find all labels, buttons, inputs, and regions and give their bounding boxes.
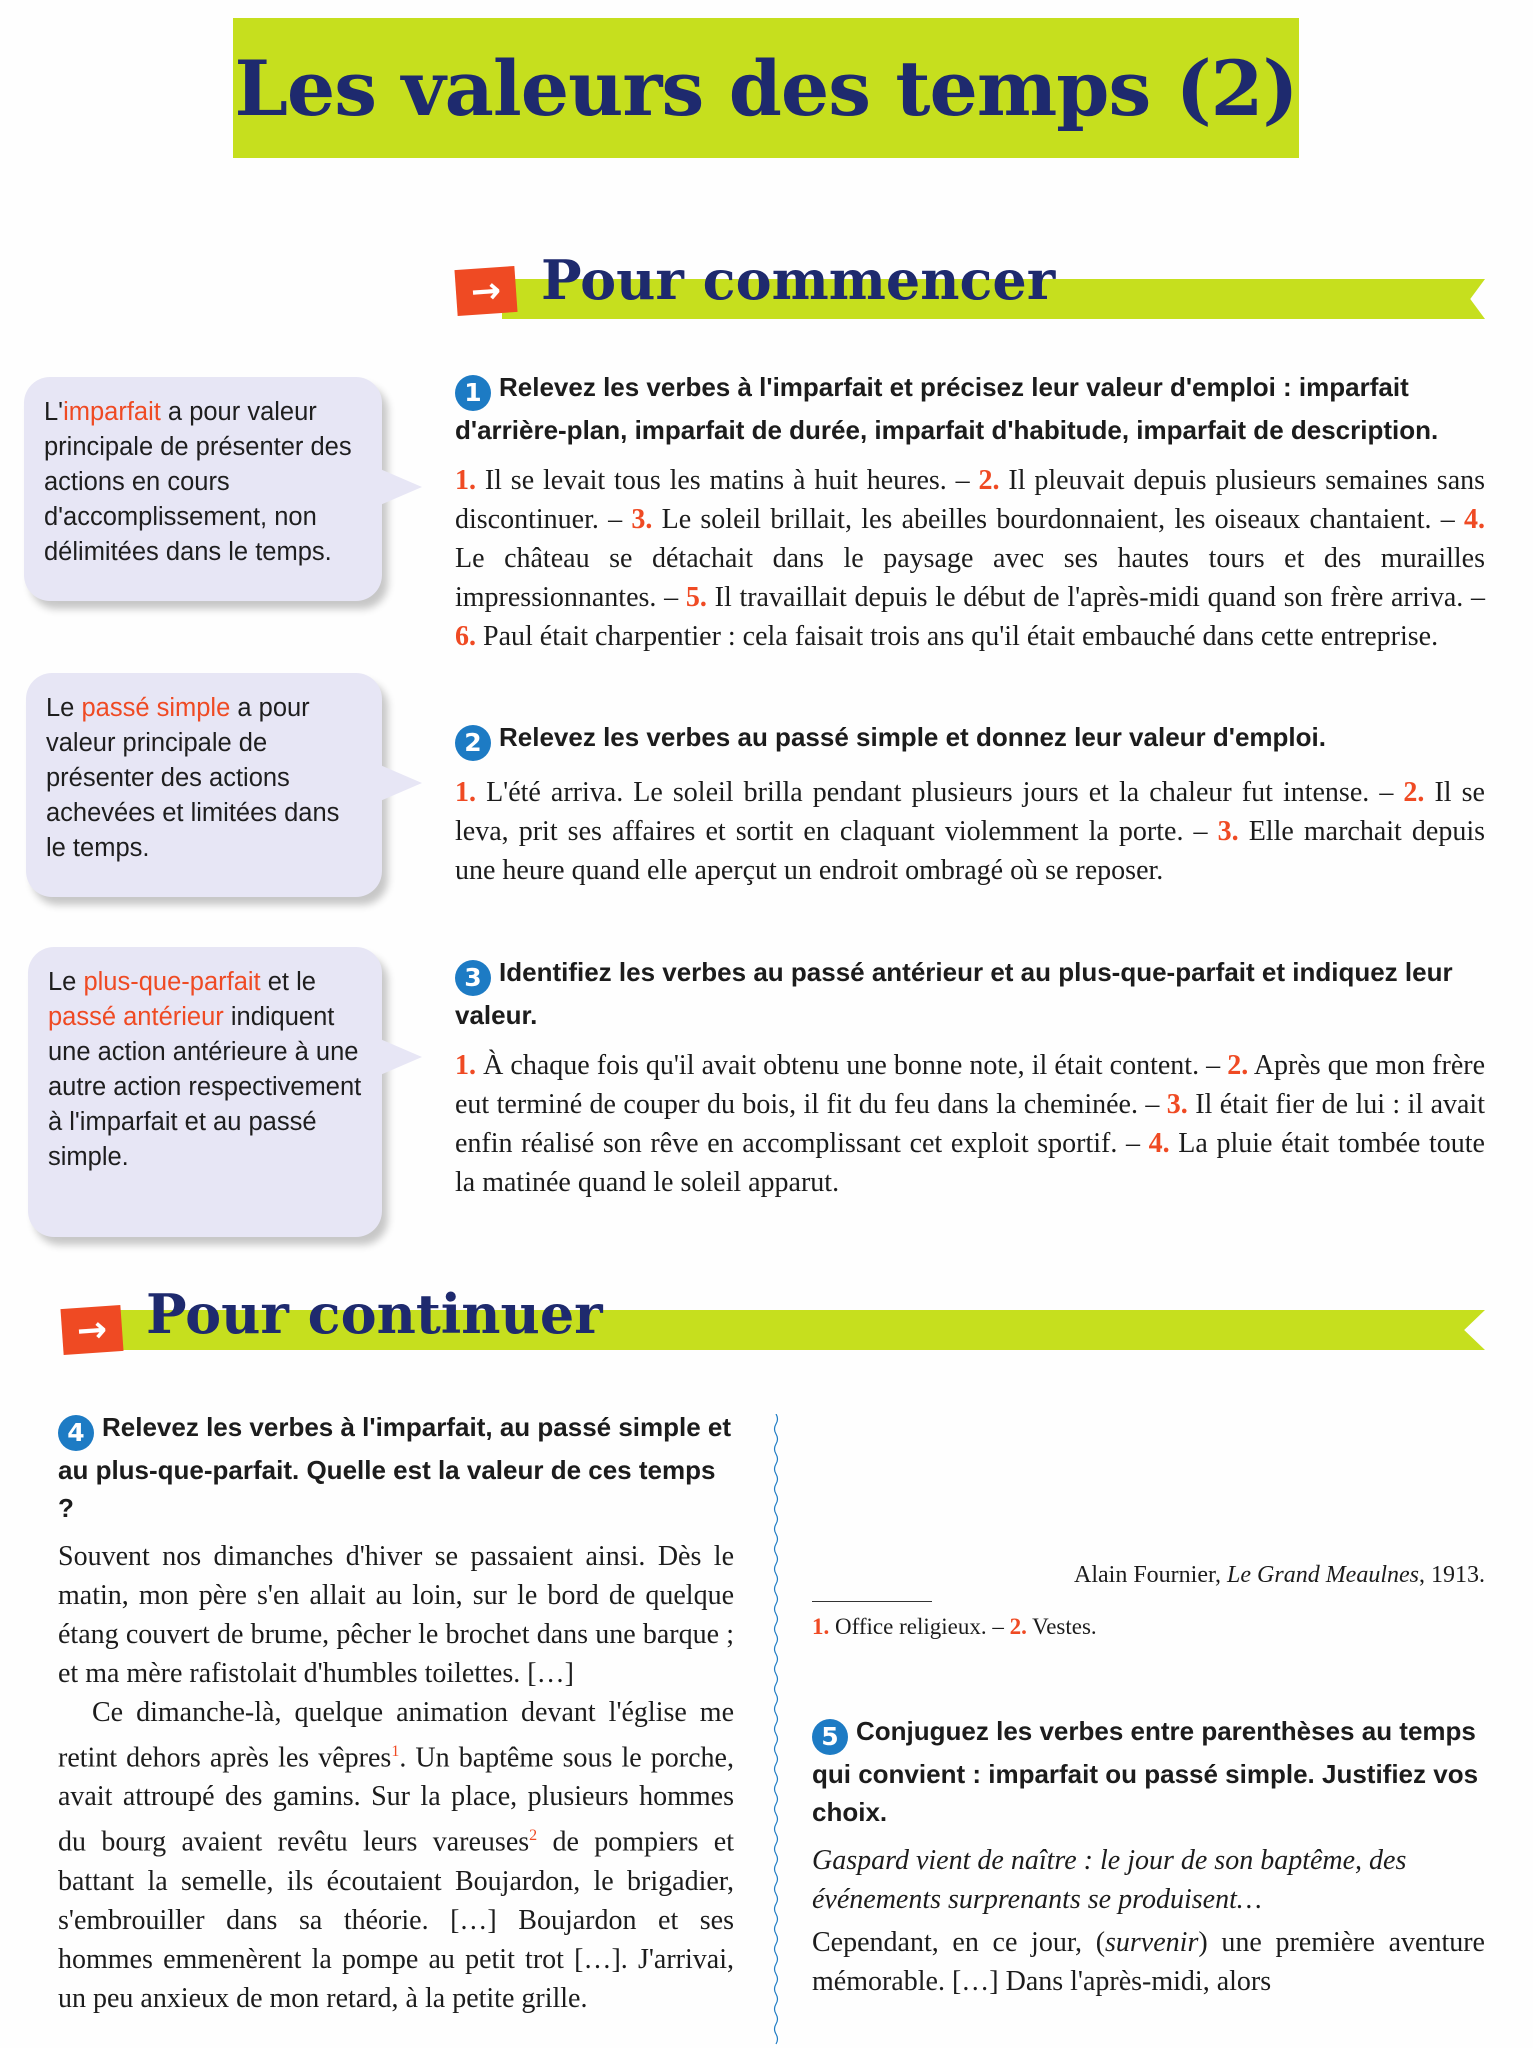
exercise-4-paragraph-1: Souvent nos dimanches d'hiver se passaient ainsi. Dès le matin, mon père s'en allait au loin, sur le bord de quelque étang couvert de brume, pêcher le brochet dans une barque ; et ma mère rafistolait d'humbles toilettes. […] [58, 1541, 734, 1689]
term-passe-anterieur: passé antérieur [48, 1003, 224, 1031]
exercise-1 [455, 368, 1485, 656]
exercise-number: 1 [455, 375, 491, 411]
source-citation: Alain Fournier, Le Grand Meaulnes, 1913. [1074, 1562, 1485, 1588]
exercise-number: 4 [58, 1415, 94, 1451]
footnotes: 1. Office religieux. – 2. Vestes. [812, 1614, 1097, 1639]
term-plus-que-parfait: plus-que-parfait [83, 968, 261, 996]
exercise-number: 5 [812, 1719, 848, 1755]
exercise-4-instruction: 4 Relevez les verbes à l'imparfait, au passé simple et au plus-que-parfait. Quelle est la valeur de ces temps ? [58, 1412, 732, 1523]
page-title: Les valeurs des temps (2) [234, 43, 1298, 133]
section-title-continuer: Pour continuer [146, 1282, 603, 1346]
exercise-5-text: Cependant, en ce jour, (survenir) une première aventure mémorable. […] Dans l'après-midi, alors [812, 1927, 1485, 1997]
exercise-4-paragraph-2: Ce dimanche-là, quelque animation devant l'église me retint dehors après les vêpres$^1$. Un baptême sous le porche, avait attroupé des gamins. Sur la place, plusieurs hommes du bourg avaient revêtu leurs vareuses$^2$ de pompiers et battant la semelle, ils écoutaient Boujardon, le brigadier, s'embrouiller dans sa théorie. […] Boujardon et ses hommes emmenèrent la pompe au petit trot […]. J'arrivai, un peu anxieux de mon retard, à la petite grille. [58, 1697, 734, 2014]
exercise-5-intro: Gaspard vient de naître : le jour de son baptême, des événements surprenants se produisent… [812, 1845, 1407, 1915]
info-bubble-passe-simple: Le passé simple a pour valeur principale de présenter des actions achevées et limitées dans le temps. [26, 673, 382, 897]
exercise-4-source-block [812, 1556, 1485, 1644]
arrow-right-icon: → [454, 266, 517, 316]
term-imparfait: imparfait [63, 398, 161, 426]
exercise-5 [812, 1712, 1485, 2001]
exercise-2-instruction: 2 Relevez les verbes au passé simple et donnez leur valeur d'emploi. [455, 718, 1485, 761]
exercise-2-text: 1. L'été arriva. Le soleil brilla pendant plusieurs jours et la chaleur fut intense. – 2. Il se leva, prit ses affaires et sortit en claquant violemment la porte. – 3. Elle marchait depuis une heure quand elle aperçut un endroit ombragé où se reposer. [455, 777, 1485, 886]
section-title-commencer: Pour commencer [541, 248, 1056, 312]
exercise-3 [455, 953, 1485, 1202]
exercise-4 [58, 1408, 734, 2018]
title-banner [233, 18, 1299, 158]
exercise-1-text: 1. Il se levait tous les matins à huit heures. – 2. Il pleuvait depuis plusieurs semaines sans discontinuer. – 3. Le soleil brillait, les abeilles bourdonnaient, les oiseaux chantaient. – 4. Le château se détachait dans le paysage avec ses hautes tours et des murailles impressionnantes. – 5. Il travaillait depuis le début de l'après-midi quand son frère arriva. – 6. Paul était charpentier : cela faisait trois ans qu'il était embauché dans cette entreprise. [455, 465, 1486, 652]
exercise-1-instruction: 1 Relevez les verbes à l'imparfait et précisez leur valeur d'emploi : imparfait d'arrière-plan, imparfait de durée, imparfait d'habitude, imparfait de description. [455, 372, 1439, 445]
exercise-number: 2 [455, 725, 491, 761]
info-bubble-plus-que-parfait: Le plus-que-parfait et le passé antérieur indiquent une action antérieure à une autre action respectivement à l'imparfait et au passé simple. [28, 947, 382, 1237]
exercise-2 [455, 718, 1485, 890]
exercise-number: 3 [455, 960, 491, 996]
exercise-3-instruction: 3 Identifiez les verbes au passé antérieur et au plus-que-parfait et indiquez leur valeur. [455, 957, 1453, 1030]
exercise-3-text: 1. À chaque fois qu'il avait obtenu une bonne note, il était content. – 2. Après que mon frère eut terminé de couper du bois, il fit du feu dans la cheminée. – 3. Il était fier de lui : il avait enfin réalisé son rêve en accomplissant cet exploit sportif. – 4. La pluie était tombée toute la matinée quand le soleil apparut. [455, 1050, 1485, 1198]
info-bubble-imparfait: L'imparfait a pour valeur principale de présenter des actions en cours d'accomplissement, non délimitées dans le temps. [24, 377, 382, 601]
column-divider [773, 1414, 779, 2048]
arrow-right-icon: → [60, 1305, 123, 1355]
footnote-rule [812, 1601, 932, 1602]
exercise-5-instruction: 5 Conjuguez les verbes entre parenthèses au temps qui convient : imparfait ou passé simple. Justifiez vos choix. [812, 1716, 1479, 1827]
term-passe-simple: passé simple [81, 694, 231, 722]
